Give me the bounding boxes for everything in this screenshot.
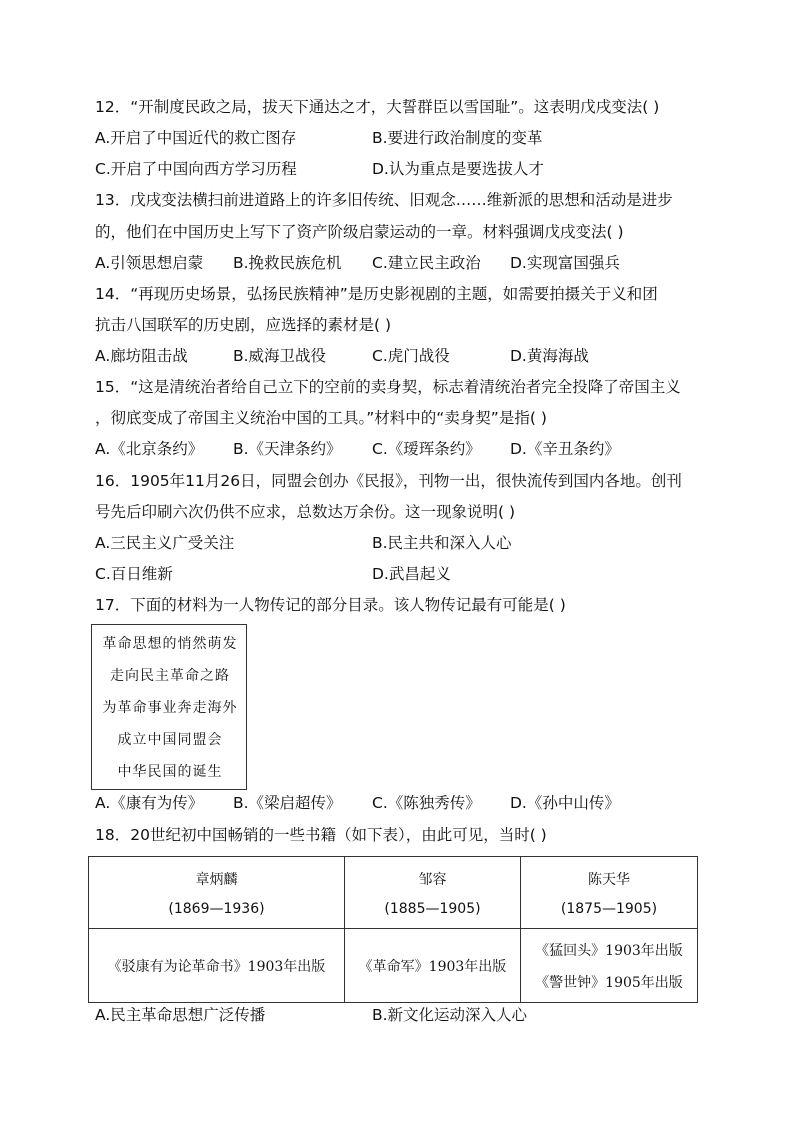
q13-option-b[interactable]: B.挽救民族危机 [233,254,342,272]
biography-table-of-contents [91,624,247,790]
table-cell [345,857,521,929]
table-cell [521,857,698,929]
q15-option-c[interactable]: C.《瑷珲条约》 [372,440,481,458]
q14-option-b[interactable]: B.威海卫战役 [233,347,327,365]
question-15-stem-line-2: ，彻底变成了帝国主义统治中国的工具。”材料中的“卖身契”是指( ) [95,409,547,427]
q15-option-b[interactable]: B.《天津条约》 [233,440,342,458]
q18-option-b[interactable]: B.新文化运动深入人心 [372,1006,528,1024]
q17-option-a[interactable]: A.《康有为传》 [95,794,204,812]
author-name: 陈天华 [588,871,630,888]
q16-option-d[interactable]: D.武昌起义 [372,565,451,583]
q15-option-d[interactable]: D.《辛丑条约》 [510,440,620,458]
q12-option-d[interactable]: D.认为重点是要选拔人才 [372,160,544,178]
q13-option-c[interactable]: C.建立民主政治 [372,254,481,272]
table-row [89,857,698,929]
question-12-stem: 12．“开制度民政之局，拔天下通达之才，大誓群臣以雪国耻”。这表明戊戌变法( ) [95,98,660,116]
q14-option-a[interactable]: A.廊坊阻击战 [95,347,188,365]
book-title: 《驳康有为论革命书》1903年出版 [107,958,326,975]
q13-option-a[interactable]: A.引领思想启蒙 [95,254,204,272]
q17-option-d[interactable]: D.《孙中山传》 [510,794,620,812]
question-14-stem-line-1: 14．“再现历史场景，弘扬民族精神”是历史影视剧的主题，如需要拍摄关于义和团 [95,285,658,303]
author-name: 邹容 [418,871,447,888]
toc-item: 成立中国同盟会 [117,732,223,748]
question-16-stem-line-1: 16．1905年11月26日，同盟会创办《民报》，刊物一出，很快流传到国内各地。创刊 [95,472,682,490]
toc-item: 走向民主革命之路 [110,668,230,684]
question-18-stem: 18．20世纪初中国畅销的一些书籍（如下表），由此可见，当时( ) [95,826,547,844]
q14-option-c[interactable]: C.虎门战役 [372,347,450,365]
question-13-stem-line-2: 的，他们在中国历史上写下了资产阶级启蒙运动的一章。材料强调戊戌变法( ) [95,223,624,241]
toc-item: 为革命事业奔走海外 [102,700,238,716]
q12-option-c[interactable]: C.开启了中国向西方学习历程 [95,160,297,178]
author-years: (1869—1936) [168,900,265,917]
q17-option-c[interactable]: C.《陈独秀传》 [372,794,481,812]
author-years: (1885—1905) [384,900,481,917]
question-17-stem: 17．下面的材料为一人物传记的部分目录。该人物传记最有可能是( ) [95,596,566,614]
q12-option-b[interactable]: B.要进行政治制度的变革 [372,129,543,147]
toc-item: 中华民国的诞生 [117,764,223,780]
q16-option-c[interactable]: C.百日维新 [95,565,173,583]
q17-option-b[interactable]: B.《梁启超传》 [233,794,342,812]
author-name: 章炳麟 [195,871,238,888]
books-table [88,856,698,1003]
question-15-stem-line-1: 15．“这是清统治者给自己立下的空前的卖身契，标志着清统治者完全投降了帝国主义 [95,378,681,396]
q13-option-d[interactable]: D.实现富国强兵 [510,254,620,272]
table-row [89,929,698,1003]
q14-option-d[interactable]: D.黄海海战 [510,347,589,365]
table-cell [89,929,345,1003]
book-title: 《猛回头》1903年出版 [535,942,683,959]
table-cell [521,929,698,1003]
question-13-stem-line-1: 13．戊戌变法横扫前进道路上的许多旧传统、旧观念……维新派的思想和活动是进步 [95,191,673,209]
table-cell [345,929,521,1003]
q12-option-a[interactable]: A.开启了中国近代的救亡图存 [95,129,297,147]
question-16-stem-line-2: 号先后印刷六次仍供不应求，总数达万余份。这一现象说明( ) [95,503,516,521]
table-cell [89,857,345,929]
toc-item: 革命思想的悄然萌发 [102,636,238,652]
question-14-stem-line-2: 抗击八国联军的历史剧，应选择的素材是( ) [95,316,392,334]
q18-option-a[interactable]: A.民主革命思想广泛传播 [95,1006,266,1024]
book-title: 《革命军》1903年出版 [358,958,507,975]
q15-option-a[interactable]: A.《北京条约》 [95,440,204,458]
book-title: 《警世钟》1905年出版 [535,974,683,991]
author-years: (1875—1905) [560,900,658,917]
q16-option-b[interactable]: B.民主共和深入人心 [372,534,512,552]
q16-option-a[interactable]: A.三民主义广受关注 [95,534,235,552]
